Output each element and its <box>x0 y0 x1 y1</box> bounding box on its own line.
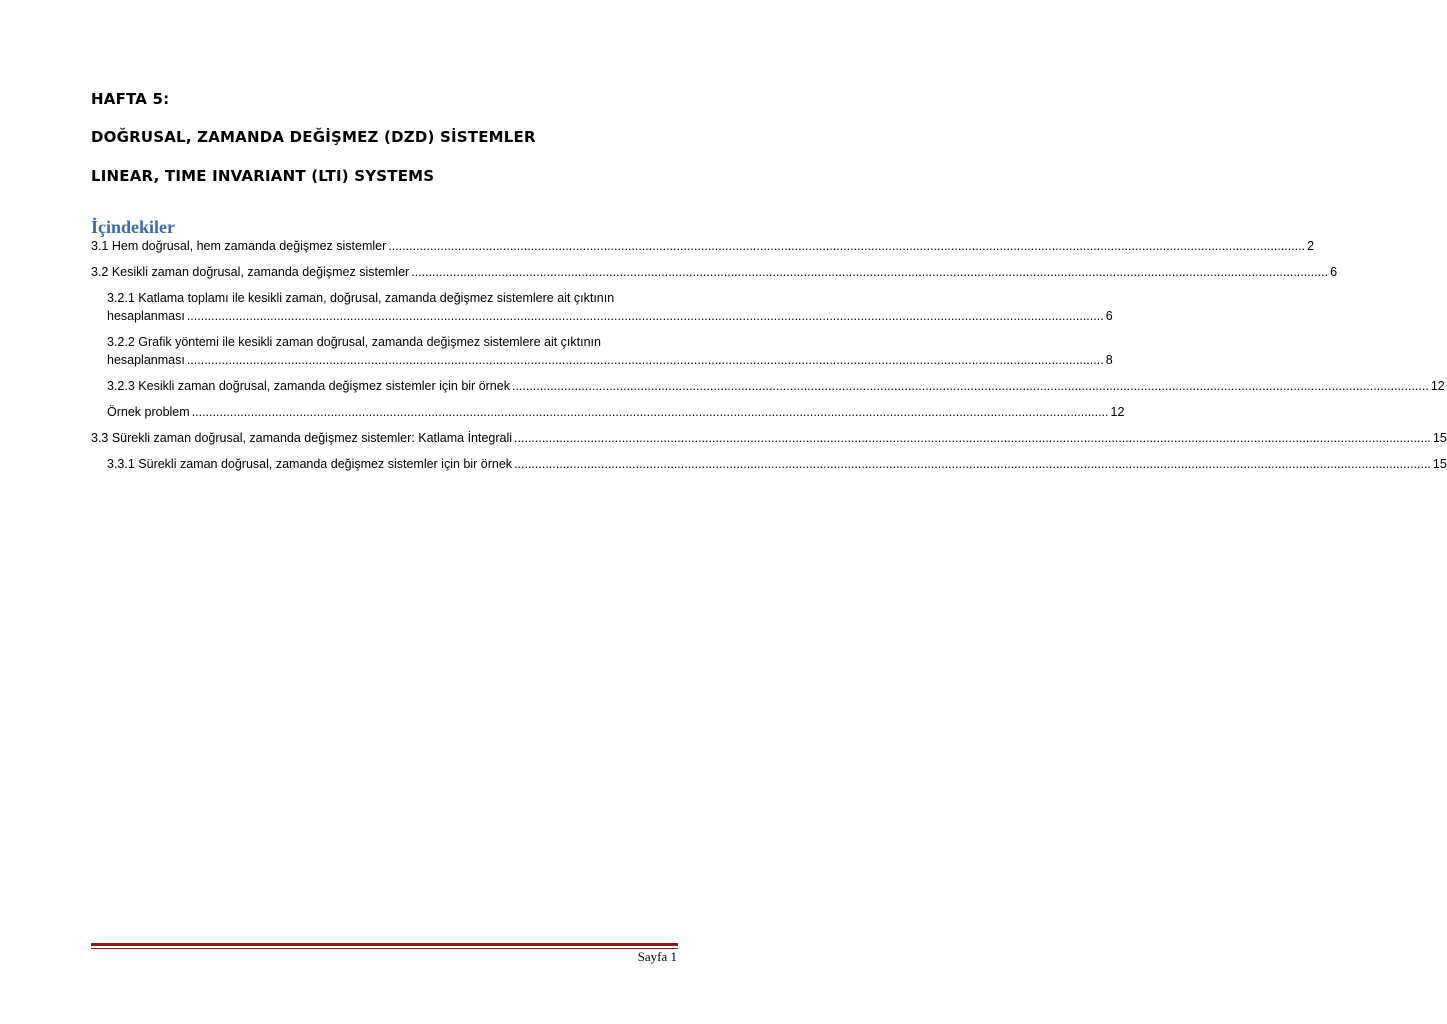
toc-entry-3-2-2[interactable] <box>91 333 1113 369</box>
toc-entry-text-line1: 3.2.2 Grafik yöntemi ile kesikli zaman doğrusal, zamanda değişmez sistemlere ait çıktının <box>107 335 601 349</box>
title-english: LINEAR, TIME INVARIANT (LTI) SYSTEMS <box>91 167 435 185</box>
toc-page-number: 2 <box>1307 239 1315 253</box>
table-of-contents <box>91 237 1447 481</box>
toc-leader-dots <box>388 237 1305 255</box>
toc-leader-dots <box>192 403 1109 421</box>
toc-page-number: 12 <box>1430 379 1445 393</box>
toc-entry-3-2-3[interactable] <box>91 377 1445 395</box>
footer-rule <box>91 943 678 946</box>
toc-title: İçindekiler <box>91 217 175 237</box>
toc-page-number: 6 <box>1105 309 1113 323</box>
toc-leader-dots <box>187 307 1104 325</box>
footer-page-label: Sayfa 1 <box>637 949 677 964</box>
toc-entry-3-3-1[interactable] <box>91 455 1447 473</box>
toc-entry-3-1[interactable] <box>91 237 1315 255</box>
toc-page-number: 8 <box>1105 353 1113 367</box>
toc-entry-3-2-1[interactable] <box>91 289 1113 325</box>
toc-entry-text: 3.2.3 Kesikli zaman doğrusal, zamanda değişmez sistemler için bir örnek <box>107 379 510 393</box>
toc-page-number: 15 <box>1432 457 1447 471</box>
toc-entry-ornek-problem[interactable] <box>91 403 1125 421</box>
toc-entry-text: 3.1 Hem doğrusal, hem zamanda değişmez sistemler <box>91 239 387 253</box>
toc-page-number: 12 <box>1110 405 1125 419</box>
toc-entry-3-3[interactable] <box>91 429 1447 447</box>
toc-page-number: 15 <box>1432 431 1447 445</box>
toc-entry-text: 3.3 Sürekli zaman doğrusal, zamanda değişmez sistemler: Katlama İntegrali <box>91 431 513 445</box>
toc-leader-dots <box>514 455 1431 473</box>
footer-rule-thin <box>91 948 678 949</box>
toc-leader-dots <box>411 263 1328 281</box>
toc-entry-text: 3.2 Kesikli zaman doğrusal, zamanda değişmez sistemler <box>91 265 410 279</box>
toc-entry-3-2[interactable] <box>91 263 1338 281</box>
week-heading: HAFTA 5: <box>91 90 170 108</box>
toc-page-number: 6 <box>1330 265 1338 279</box>
toc-entry-text-line1: 3.2.1 Katlama toplamı ile kesikli zaman, doğrusal, zamanda değişmez sistemlere ait çıktının <box>107 291 615 305</box>
title-turkish: DOĞRUSAL, ZAMANDA DEĞİŞMEZ (DZD) SİSTEMLER <box>91 128 536 146</box>
toc-leader-dots <box>187 351 1104 369</box>
toc-leader-dots <box>514 429 1431 447</box>
toc-leader-dots <box>512 377 1429 395</box>
toc-entry-text: hesaplanması <box>107 309 185 323</box>
toc-entry-text: Örnek problem <box>107 405 190 419</box>
toc-entry-text: 3.3.1 Sürekli zaman doğrusal, zamanda değişmez sistemler için bir örnek <box>107 457 513 471</box>
toc-entry-text: hesaplanması <box>107 353 185 367</box>
